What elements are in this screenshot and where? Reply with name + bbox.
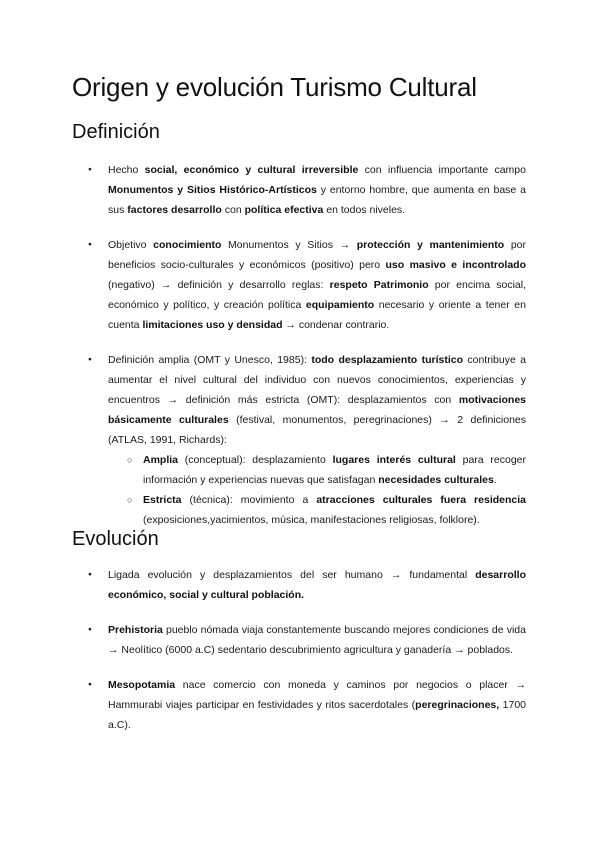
bold-text: factores desarrollo (127, 204, 222, 216)
page-title: Origen y evolución Turismo Cultural (72, 72, 477, 102)
bold-text: equipamiento (305, 299, 375, 311)
list-item: ● Hecho social, económico y cultural irreversible con influencia importante campo Monumentos y Sitios Histórico-Artísticos y entorno hombre, que aumenta en base a sus factores desarrollo con política efectiva en todos niveles. (72, 160, 526, 220)
bold-text: limitaciones uso y densidad (142, 319, 283, 331)
list-item: ● Objetivo conocimiento Monumentos y Sitios → protección y mantenimiento por beneficios socio-culturales y económicos (positivo) pero uso masivo e incontrolado (negativo) → definición y desarrollo reglas: respeto Patrimonio por encima social, económico y político, y creación política equipamiento necesario y oriente a tener en cuenta limitaciones uso y densidad → condenar contrario. (72, 235, 526, 335)
bold-text: motivaciones básicamente culturales (108, 394, 526, 426)
sub-list-item: ○ Estricta (técnica): movimiento a atracciones culturales fuera residencia (exposiciones,yacimientos, música, manifestaciones religiosas, folklore). (108, 490, 526, 530)
bold-text: social, económico y cultural irreversible (144, 164, 359, 176)
bold-text: necesidades culturales (378, 474, 494, 486)
bold-text: Monumentos y Sitios Histórico-Artísticos (108, 184, 317, 196)
list-item: ● Mesopotamia nace comercio con moneda y caminos por negocios o placer → Hammurabi viajes participar en festividades y ritos sacerdotales (peregrinaciones, 1700 a.C). (72, 675, 526, 735)
bold-text: todo desplazamiento turístico (311, 354, 464, 366)
bold-text: política efectiva (244, 204, 324, 216)
evolucion-list (72, 565, 526, 750)
bold-text: Prehistoria (108, 624, 163, 636)
list-item-text: ● Definición amplia (OMT y Unesco, 1985): todo desplazamiento turístico contribuye a aumentar el nivel cultural del individuo con nuevos conocimientos, experiencias y encuentros → definición más estricta (OMT): desplazamientos con motivaciones básicamente culturales (festival, monumentos, peregrinaciones) → 2 definiciones (ATLAS, 1991, Richards): (108, 354, 527, 446)
section-heading-evolucion: Evolución (72, 528, 159, 550)
bold-text: protección y mantenimiento (356, 239, 505, 251)
bold-text: conocimiento (153, 239, 222, 251)
sub-list (108, 450, 526, 530)
bold-text: lugares interés cultural (332, 454, 456, 466)
bold-text: respeto Patrimonio (329, 279, 429, 291)
sub-list-item: ○ Amplia (conceptual): desplazamiento lugares interés cultural para recoger información y experiencias nuevas que satisfagan necesidades culturales. (108, 450, 526, 490)
bold-text: peregrinaciones, (415, 699, 500, 711)
bold-text: Amplia (143, 454, 179, 466)
list-item: ● Prehistoria pueblo nómada viaja constantemente buscando mejores condiciones de vida → Neolítico (6000 a.C) sedentario descubrimiento agricultura y ganadería → poblados. (72, 620, 526, 660)
section-heading-definicion: Definición (72, 121, 160, 143)
bold-text: Mesopotamia (108, 679, 176, 691)
bold-text: uso masivo e incontrolado (385, 259, 526, 271)
bold-text: atracciones culturales fuera residencia (316, 494, 527, 506)
list-item: ● Ligada evolución y desplazamientos del ser humano → fundamental desarrollo económico, social y cultural población. (72, 565, 526, 605)
list-item (72, 350, 526, 530)
definicion-list (72, 160, 526, 545)
bold-text: desarrollo económico, social y cultural población. (108, 569, 526, 601)
bold-text: Estricta (143, 494, 182, 506)
